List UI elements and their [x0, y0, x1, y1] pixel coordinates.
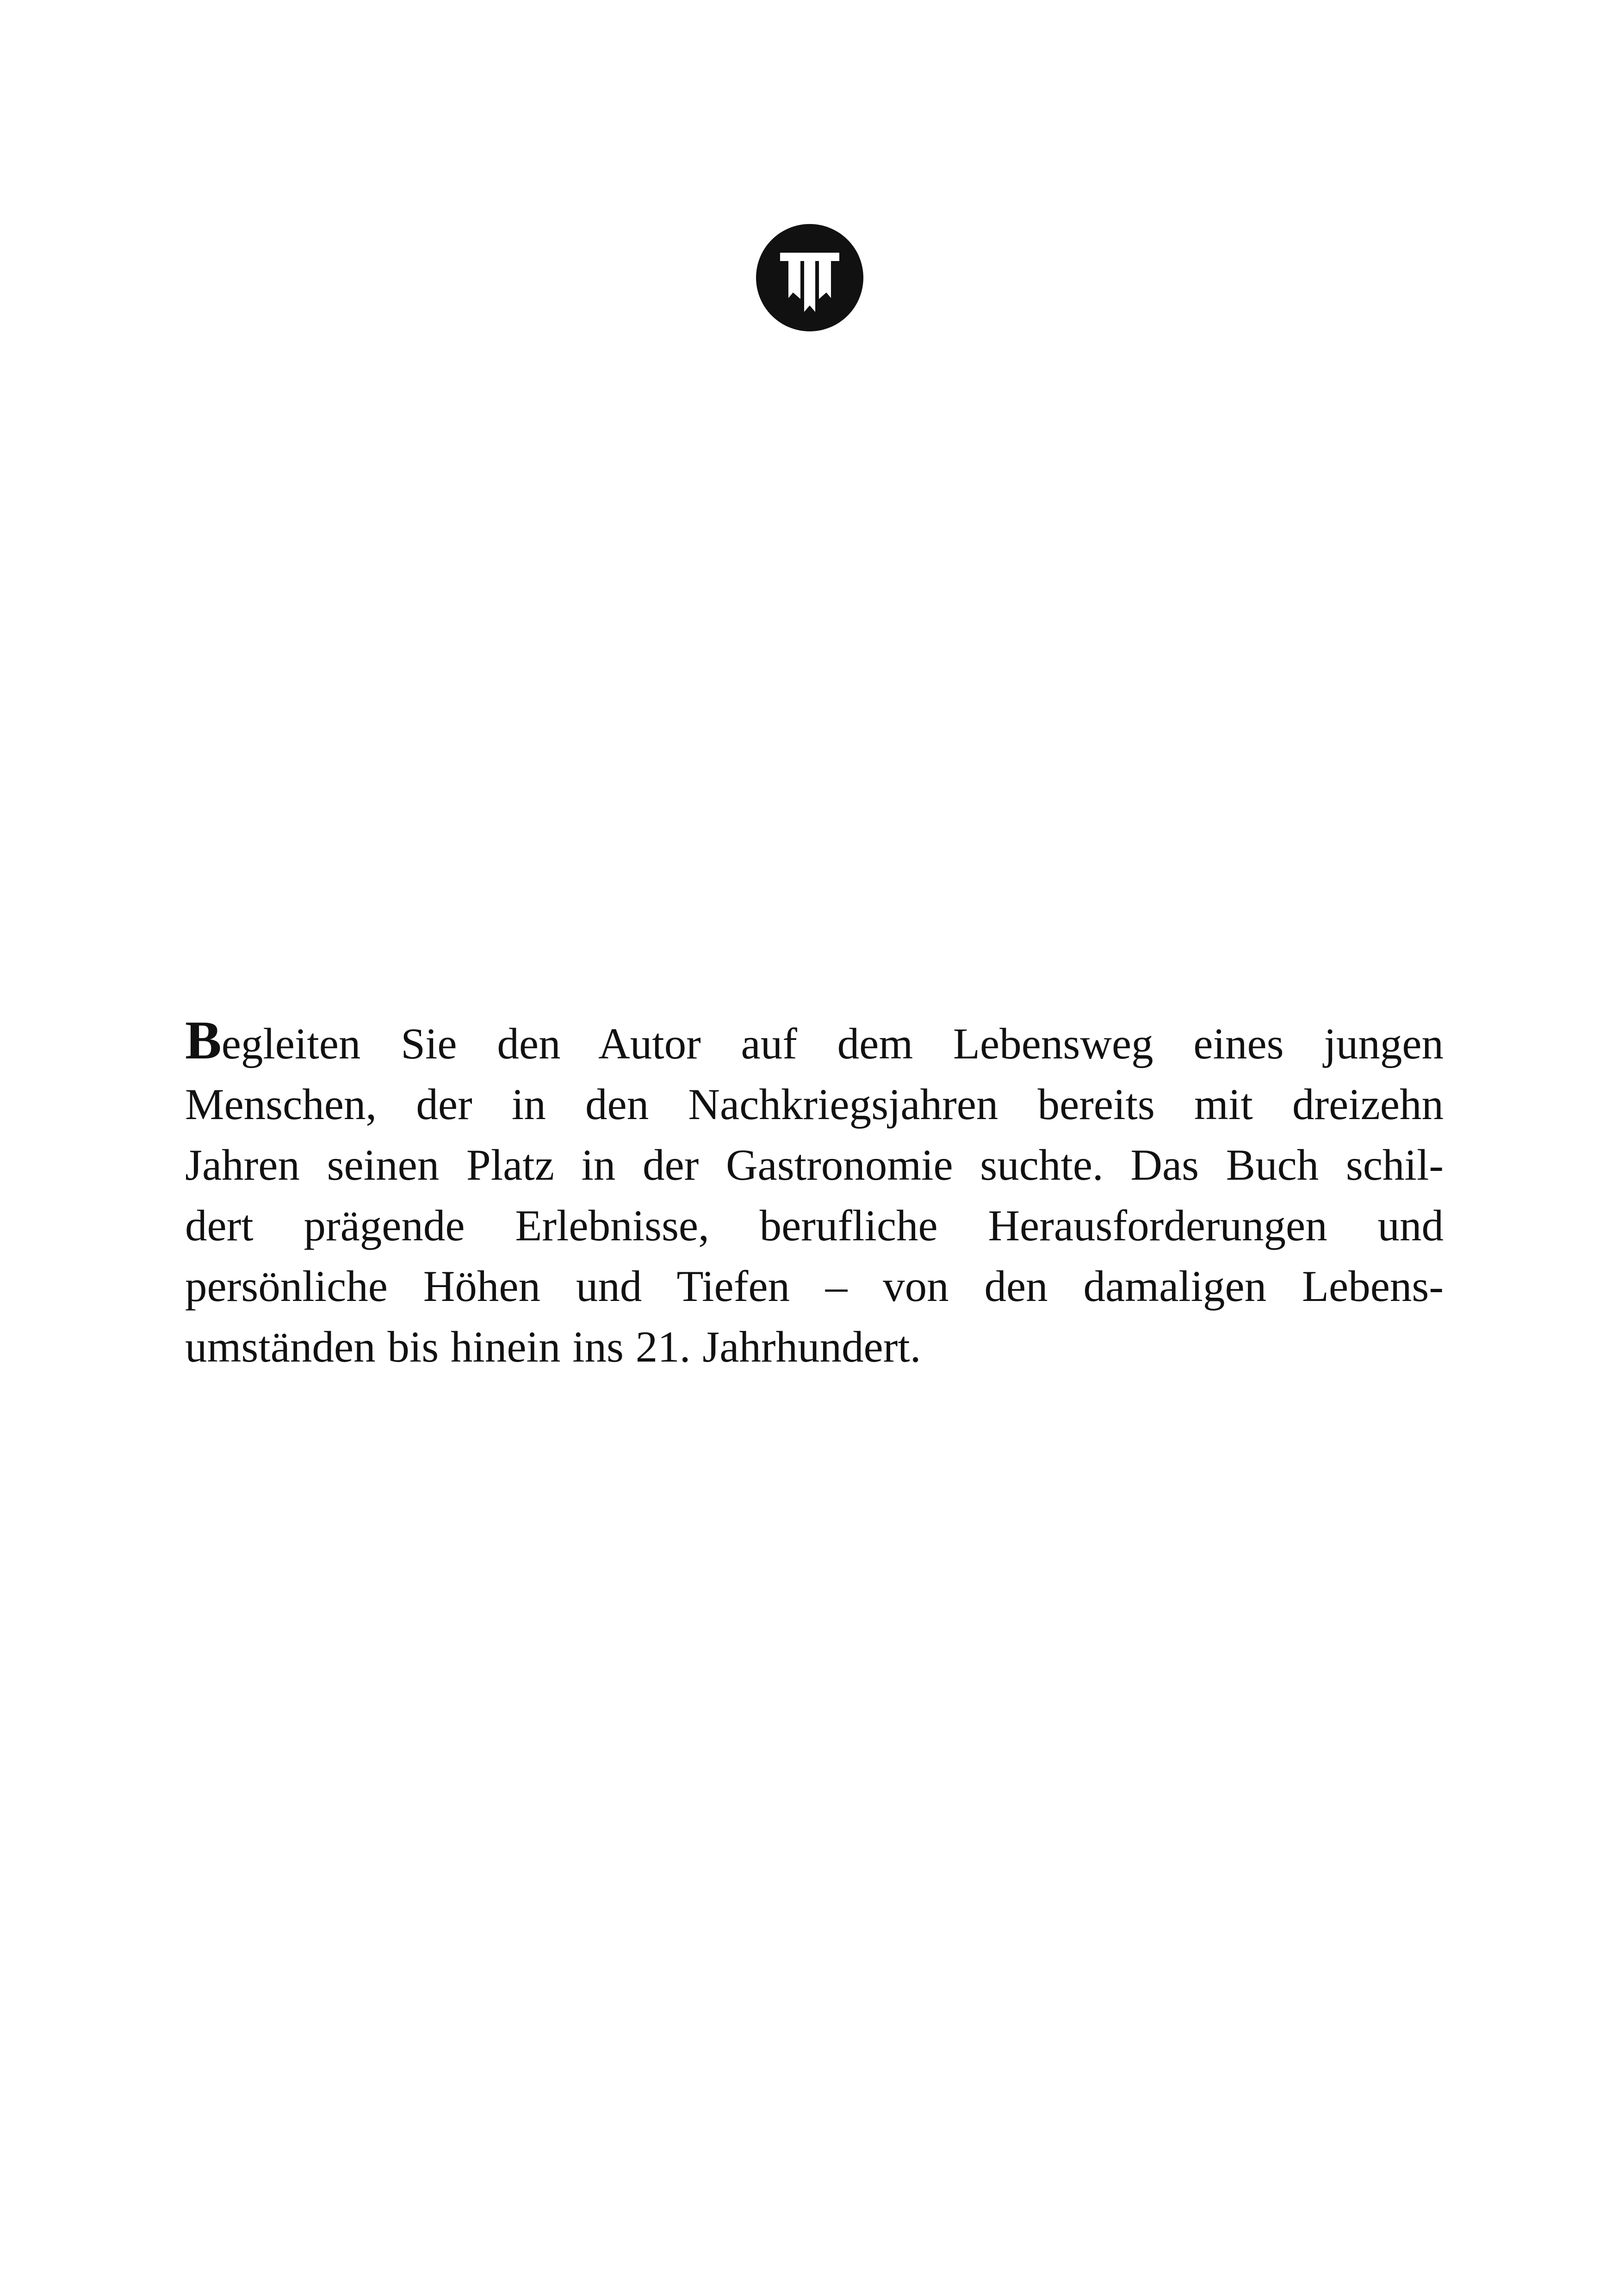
blurb-line-4: dert prägende Erlebnisse, berufliche Herausforderungen und	[185, 1201, 1444, 1250]
blurb-line-1	[185, 1010, 1444, 1074]
blurb-line-1-text: egleiten Sie den Autor auf dem Lebensweg eines jungen	[221, 1019, 1444, 1068]
blurb-line-3: Jahren seinen Platz in der Gastronomie suchte. Das Buch schil-	[185, 1140, 1444, 1189]
blurb-line-5: persönliche Höhen und Tiefen – von den damaligen Lebens-	[185, 1262, 1444, 1311]
blurb-line-6: umständen bis hinein ins 21. Jahrhundert.	[185, 1322, 921, 1371]
publisher-logo-icon	[756, 224, 863, 331]
blurb-line-2: Menschen, der in den Nachkriegsjahren bereits mit dreizehn	[185, 1080, 1444, 1129]
blurb-text	[185, 1010, 1444, 1377]
drop-initial: B	[185, 1010, 222, 1070]
